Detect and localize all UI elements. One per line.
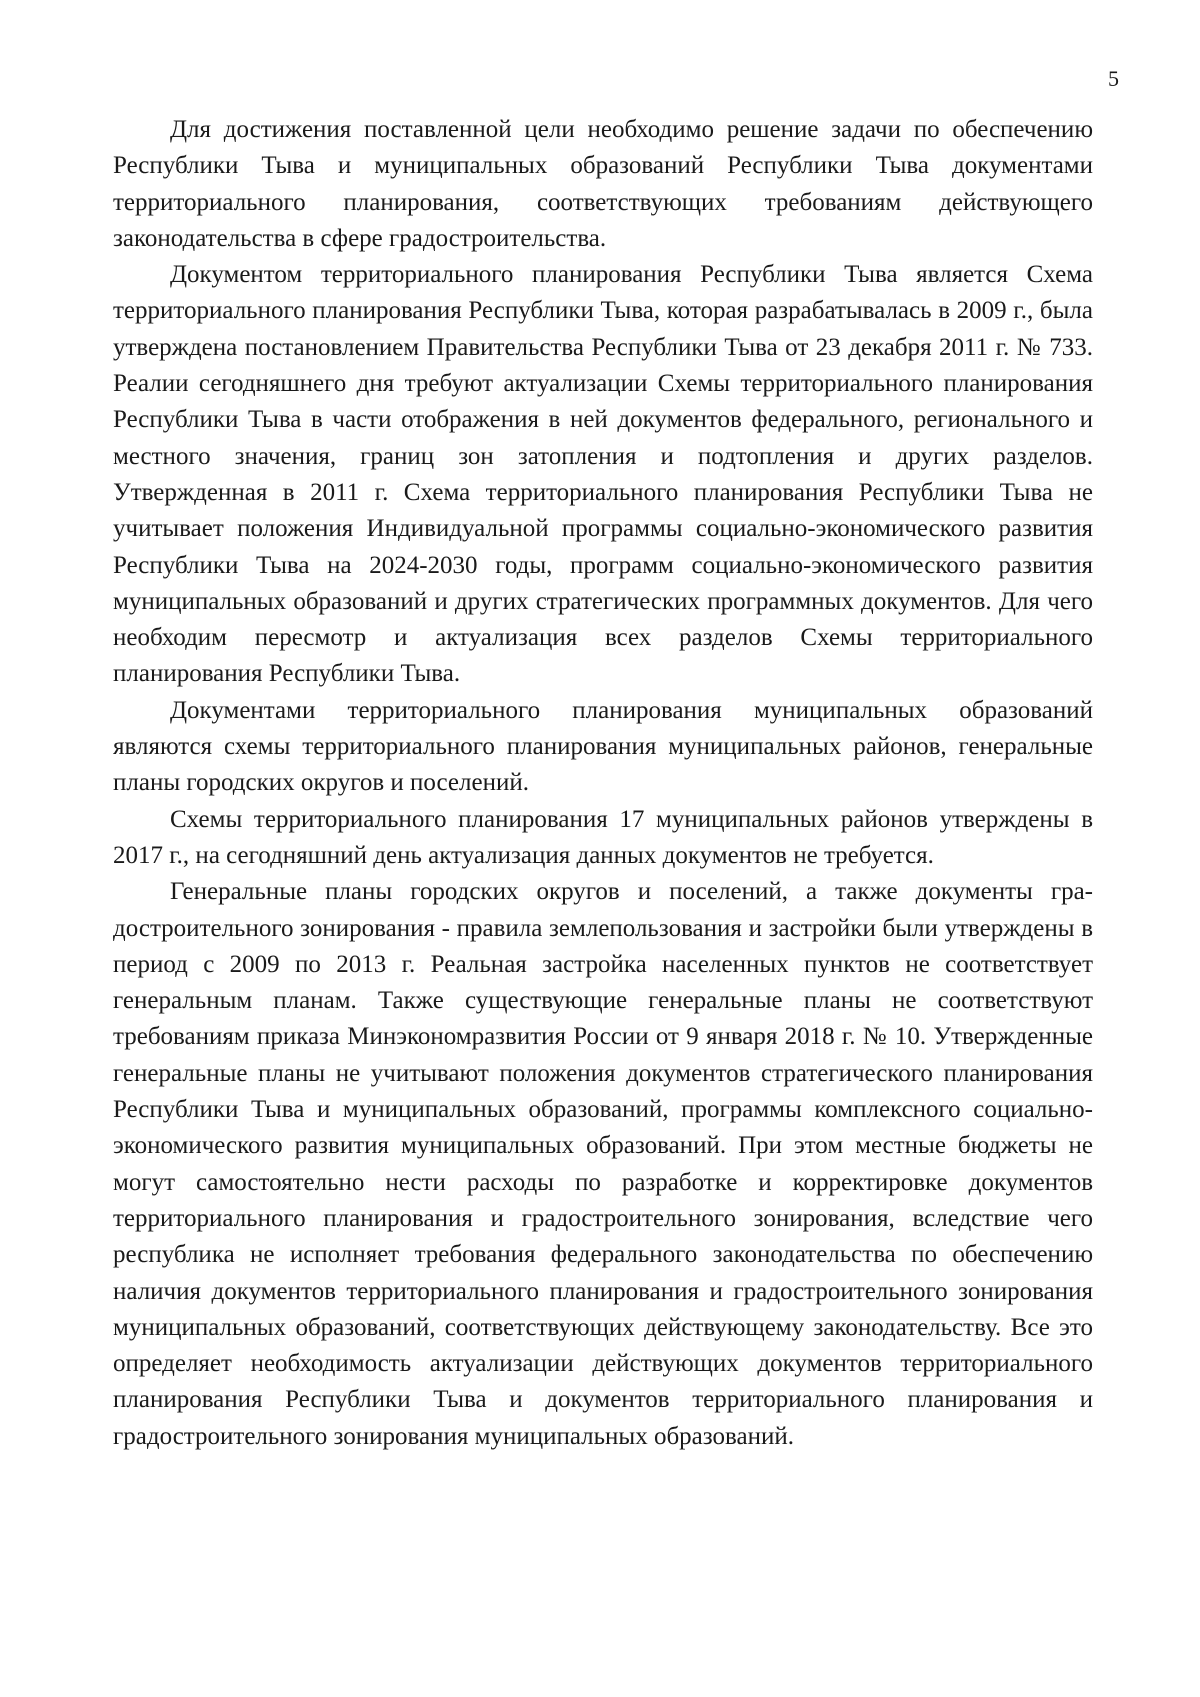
paragraph-4: Схемы территориального планирования 17 муниципальных районов утверждены в 2017 г., на сегодняшний день актуализация данных документов не требуется. bbox=[113, 805, 1093, 869]
paragraph-5: Генеральные планы городских округов и поселений, а также документы градостроительного зонирования - правила землепользования и застройки были утверждены в период с 2009 по 2013 г. Реальная застройка населенных пунктов не соответствует генеральным планам. Также существующие генеральные планы не соответствуют требованиям приказа Минэкономразвития России от 9 января 2018 г. № 10. Утвержденные генеральные планы не учитывают положения документов стратегического планирования Республики Тыва и муниципальных образований, программы комплексного социально-экономического развития муниципальных образований. При этом местные бюджеты не могут самостоятельно нести расходы по разработке и корректировке документов территориального планирования и градостроительного зонирования, вследствие чего республика не исполняет требования федерального законодательства по обеспечению наличия документов территориального планирования и градостроительного зонирования муниципальных образований, соответствующих действующему законодательству. Все это определяет необходимость актуализации действующих документов территориального планирования Республики Тыва и документов территориального планирования и градостроительного зонирования муниципальных образований. bbox=[113, 878, 1093, 1450]
paragraph-1: Для достижения поставленной цели необходимо решение задачи по обеспечению Республики Тыва и муниципальных образований Республики Тыва документами территориального планирования, соответствующих требованиям действующего законодательства в сфере градостроительства. bbox=[113, 116, 1093, 252]
page-number: 5 bbox=[1108, 66, 1119, 91]
paragraph-2: Документом территориального планирования Республики Тыва является Схема территориального планирования Республики Тыва, которая разрабатывалась в 2009 г., была утверждена постановлением Правительства Республики Тыва от 23 декабря 2011 г. № 733. Реалии сегодняшнего дня требуют актуализации Схемы территориального планирования Республики Тыва в части отображения в ней документов федерального, регионального и местного значения, границ зон затопления и подтопления и других разделов. Утвержденная в 2011 г. Схема территориального планирования Республики Тыва не учитывает положения Индивидуальной программы социально-экономического развития Республики Тыва на 2024-2030 годы, программ социально-экономического развития муниципальных образований и других стратегических программных документов. Для чего необходим пересмотр и актуализация всех разделов Схемы территориального планирования Республики Тыва. bbox=[113, 261, 1093, 688]
document-body bbox=[113, 112, 1093, 1455]
paragraph-3: Документами территориального планирования муниципальных образований являются схемы территориального планирования муниципальных районов, генеральные планы городских округов и поселений. bbox=[113, 696, 1093, 797]
